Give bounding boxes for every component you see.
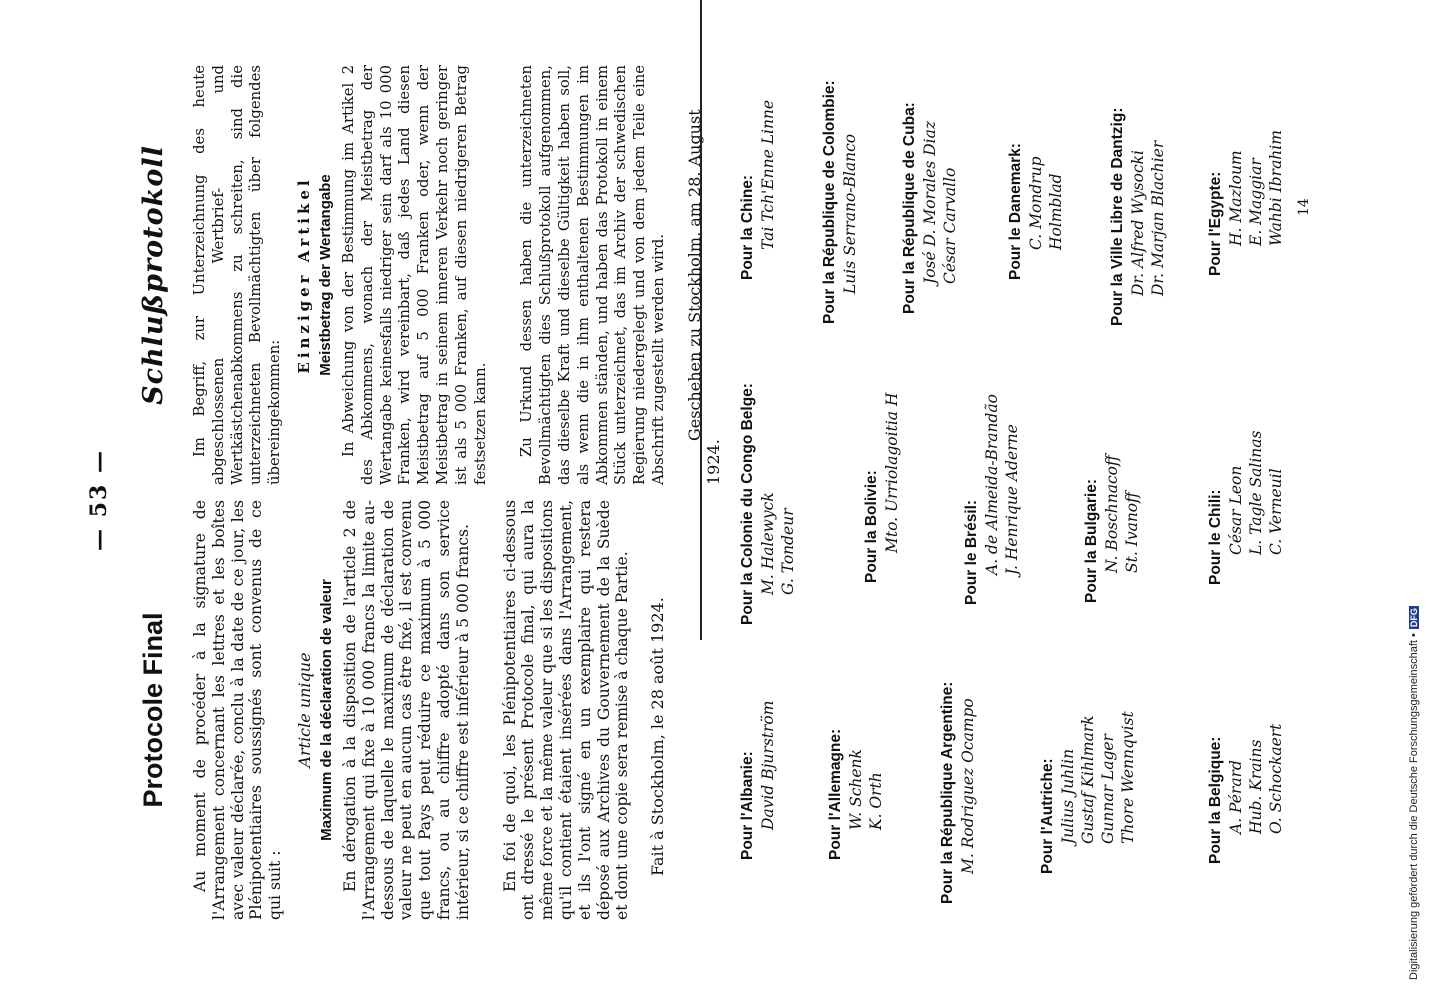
signature-country: Pour la République Argentine: [939,681,956,904]
signatory-name: J. Henrique Aderne [1003,424,1021,575]
signatory-name: Dr. Marjan Blachier [1149,140,1167,296]
signatory-name: Luis Serrano-Blanco [841,133,859,294]
signature-country: Pour le Brésil: [963,499,980,605]
signatory-name: David Bjurström [759,700,777,830]
signature-block [862,393,902,583]
signatory-name: O. Schockaert [1267,723,1285,834]
signature-country: Pour la Bolivie: [863,470,880,583]
signature-block [962,394,1022,605]
signature-country: Pour la République de Cuba: [901,102,918,314]
signature-country: Pour la Belgique: [1207,736,1224,864]
signature-country: Pour l'Egypte: [1207,171,1224,276]
signatory-name: L. Tagle Salinas [1247,430,1265,555]
signatory-name: José D. Morales Diaz [921,121,939,284]
signatory-name: H. Mazloum [1227,150,1245,246]
signature-country: Pour l'Autriche: [1039,758,1056,874]
signatory-name: A. de Almeida-Brandão [983,394,1001,575]
signatory-name: Mto. Urriolagoitia H [883,392,901,553]
german-column [130,65,723,485]
german-intro: Im Begriff, zur Unterzeichnung des heute abgeschlossenen Wertbrief- und Wertkästchenabkommens zu schreiten, sind die unterzeichneten Bevollmächtigten über folgendes übereingekommen: [191,65,284,485]
signatory-name: G. Tondeur [779,508,797,595]
signature-country: Pour le Chili: [1207,489,1224,585]
signatory-name: M. Rodriguez Ocampo [959,698,977,874]
signature-country: Pour l'Allemagne: [827,728,844,860]
digitization-credit [1408,606,1420,980]
signature-block [738,100,778,280]
signature-country: Pour la Colonie du Congo Belge: [739,383,756,625]
signature-block [938,682,978,904]
signature-block [1006,143,1066,280]
signature-block [826,729,886,860]
signature-rule-right [700,0,702,370]
signature-block [1206,724,1286,864]
signatory-name: Tai Tch'Enne Linne [759,99,777,250]
german-title: Schlußprotokoll [138,145,169,405]
signature-country: Pour le Danemark: [1007,143,1024,280]
french-article-text: En dérogation à la disposition de l'article 2 de l'Arrangement qui fixe à 10 000 francs la limite au-dessous de laquelle le maximum de déclaration de valeur ne peut en aucun cas être fixé, il est convenu que tout Pays peut réduire ce maximum à 5 000 francs, ou au chiffre adopté dans son service intérieur, si ce chiffre est inférieur à 5 000 francs. [340,500,472,920]
signatory-name: E. Maggiar [1247,158,1265,246]
signature-country: Pour l'Albanie: [739,751,756,860]
signature-country: Pour la Ville Libre de Dantzig: [1109,107,1126,326]
signatory-name: Holmblad [1047,173,1065,250]
signatory-name: N. Boschnacoff [1103,455,1121,573]
signatory-name: C. Mondrup [1027,156,1045,250]
signatory-name: Hub. Krains [1247,739,1265,834]
signatory-name: M. Halewyck [759,492,777,595]
page-number: — 53 — [86,449,112,551]
german-done-at: Geschehen zu Stockholm, am 28. August 1924. [684,109,723,485]
signature-block [820,80,860,324]
signature-block [1206,130,1286,276]
german-article-text: In Abweichung von der Bestimmung im Artikel 2 des Abkommens, wonach der Meistbetrag der Wertangabe keinesfalls niedriger sein darf als 10 000 Franken, wird vereinbart, daß jedes Land diesen Meistbetrag auf 5 000 Franken oder, wenn der Meistbetrag in seinem inneren Verkehr noch geringer ist als 5 000 Franken, auf diesen niedrigeren Betrag festsetzen kann. [339,65,489,485]
signature-block [1082,455,1142,603]
french-closing: En foi de quoi, les Plénipotentiaires ci-dessous ont dressé le présent Protocole final, qui aura la même force et la même valeur que si les dispositions qu'il contient étaient insérées dans l'Arrangement, et ils l'ont signé en un exemplaire qui restera déposé aux Archives du Gouvernement de la Suède et dont une copie sera remise à chaque Partie. [500,500,632,920]
signature-block [900,102,960,314]
signatory-name: Julius Juhlin [1059,748,1077,844]
german-closing: Zu Urkund dessen haben die unterzeichneten Bevollmächtigten dies Schlußprotokoll aufgenommen, das dieselbe Kraft und dieselbe Gültigkeit haben soll, als wenn die in ihm enthaltenen Bestimmungen im Abkommen ständen, und haben das Protokoll in einem Stück unterzeichnet, das im Archiv der schwedischen Regierung niedergelegt und von dem jedem Teile eine Abschrift zugestellt werden wird. [518,65,667,485]
signature-block [738,383,798,625]
dfg-logo-icon: DFG [1409,608,1419,628]
signatory-name: C. Verneuil [1267,468,1285,555]
signatory-name: César Leon [1227,465,1245,555]
signatory-name: Wahbi Ibrahim [1267,130,1285,246]
french-article-heading: Article unique [294,652,314,768]
signatory-name: Gustaf Kihlmark [1079,715,1097,844]
german-article-heading: Einziger Artikel [294,176,313,374]
french-intro: Au moment de procéder à la signature de l'Arrangement concernant les lettres et les boîtes avec valeur déclarée, conclu à la date de ce jour, les Plénipotentiaires soussignés sont convenus de ce qui suit : [191,500,285,920]
signatory-name: César Carvallo [941,167,959,284]
signature-block [1038,711,1138,874]
signature-block [738,701,778,860]
french-title: Protocole Final [138,612,168,808]
signatory-name: K. Orth [867,772,885,830]
signature-block [1206,431,1286,585]
sheet-number: 14 [1296,198,1312,216]
signature-block [1108,108,1168,326]
french-article-subtitle: Maximum de la déclaration de valeur [317,579,335,841]
signature-country: Pour la Bulgarie: [1083,478,1100,603]
signature-country: Pour la République de Colombie: [821,80,838,324]
signatory-name: Thore Wennqvist [1119,711,1137,844]
german-article-subtitle: Meistbetrag der Wertangabe [316,174,334,376]
signatory-name: A. Pérard [1227,760,1245,834]
signature-country: Pour la Chine: [739,174,756,280]
signatory-name: Gunnar Lager [1099,734,1117,844]
signatory-name: W. Schenk [847,749,865,830]
signatory-name: Dr. Alfred Wysocki [1129,150,1147,296]
signatory-name: St. Ivanoff [1123,491,1141,573]
credit-text: Digitalisierung gefördert durch die Deutsche Forschungsgemeinschaft • [1408,633,1420,980]
french-column [130,500,667,920]
french-done-at: Fait à Stockholm, le 28 août 1924. [648,597,668,876]
